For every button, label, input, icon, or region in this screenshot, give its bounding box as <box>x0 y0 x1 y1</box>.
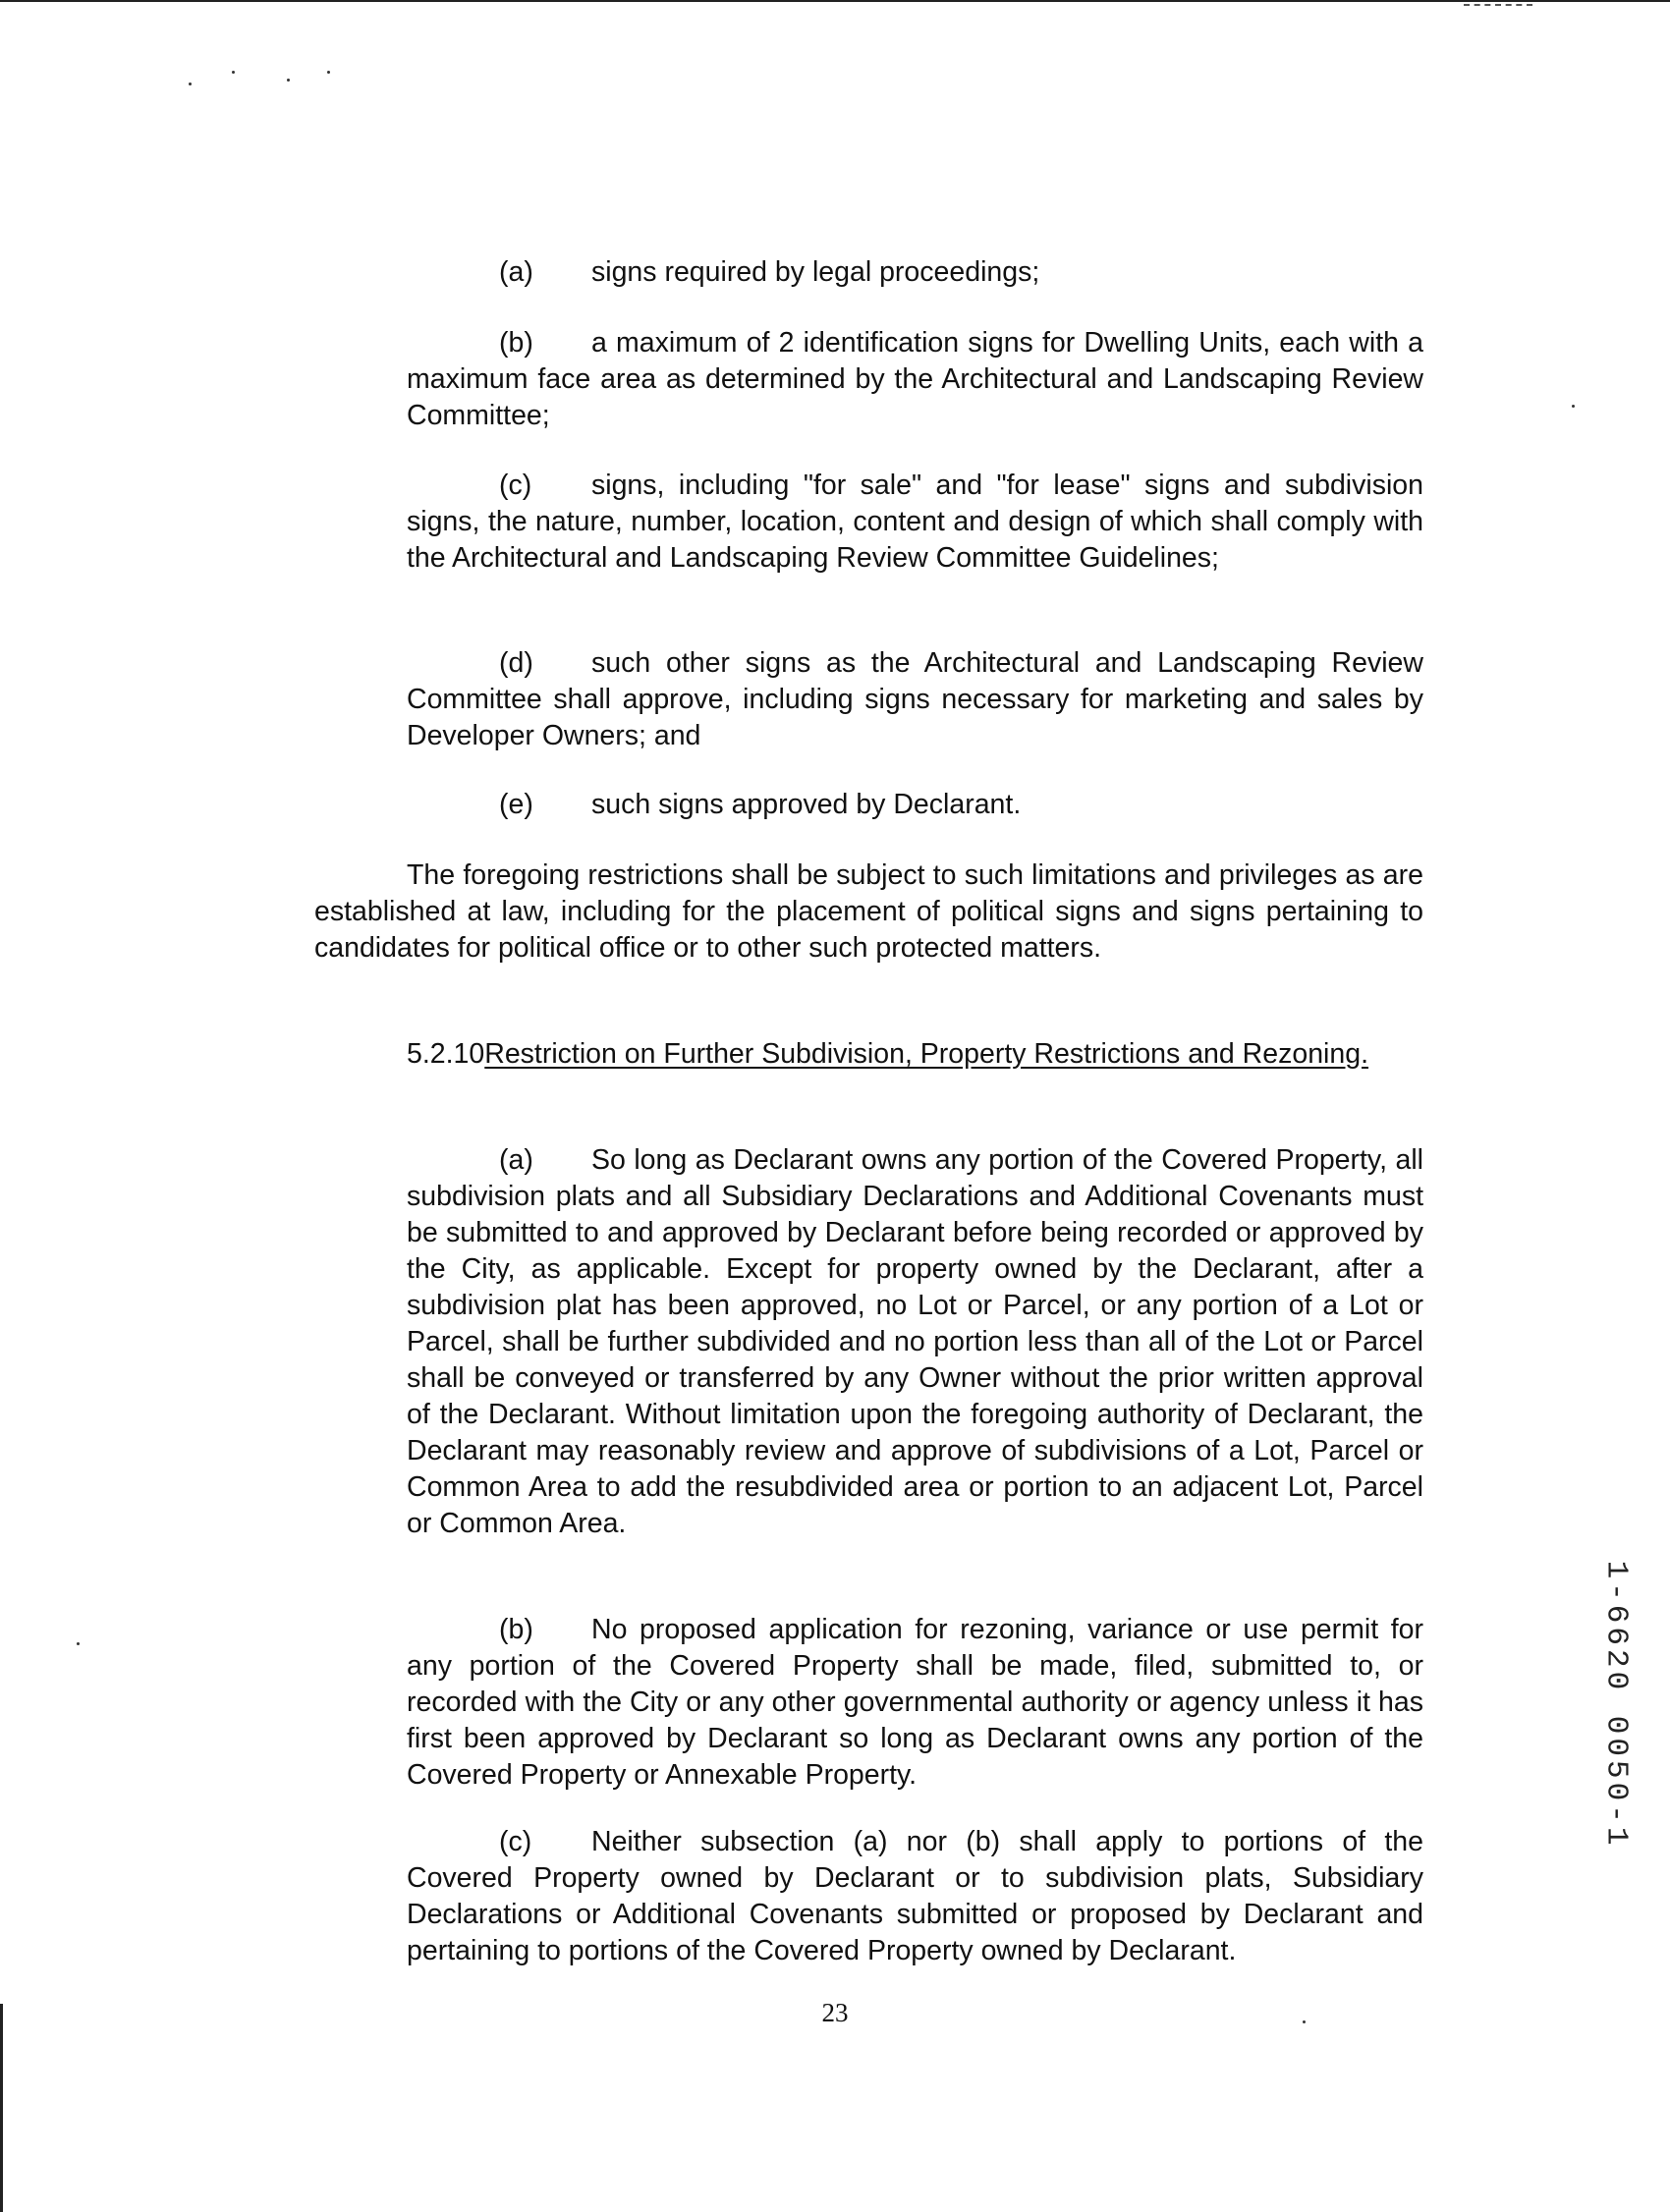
sign-item-e-text: such signs approved by Declarant. <box>591 789 1022 820</box>
subsection-a-text: So long as Declarant owns any portion of the Covered Property, all subdivision plats and all Subsidiary Declarations and Additional Covenants must be submitted to and approved by Declarant before being recorded or approved by the City, as applicable. Except for property owned by the Declarant, after a subdivision plat has been approved, no Lot or Parcel, or any portion of a Lot or Parcel, shall be further subdivided and no portion less than all of the Lot or Parcel shall be conveyed or transferred by any Owner without the prior written approval of the Declarant. Without limitation upon the foregoing authority of Declarant, the Declarant may reasonably review and approve of subdivisions of a Lot, Parcel or Common Area to add the resubdivided area or portion to an adjacent Lot, Parcel or Common Area. <box>407 1144 1423 1539</box>
sign-item-e-label: (e) <box>499 789 533 820</box>
scan-speck <box>77 1642 80 1645</box>
top-scan-rule <box>0 0 1670 2</box>
scan-speck <box>189 83 192 85</box>
subsection-c-text: Neither subsection (a) nor (b) shall apply to portions of the Covered Property owned by Declarant or to subdivision plats, Subsidiary Declarations or Additional Covenants submitted or proposed by Declarant and pertaining to portions of the Covered Property owned by Declarant. <box>407 1826 1423 1966</box>
recording-stamp-text: 1-6620 0050-1 <box>1598 1560 1634 1849</box>
sign-item-c-label: (c) <box>499 470 532 501</box>
recording-stamp <box>1591 1560 1641 1849</box>
sign-item-b <box>407 325 1423 434</box>
top-scan-rule-tail <box>1464 4 1532 8</box>
subsection-a <box>407 1142 1423 1542</box>
section-number: 5.2.10 <box>407 1038 485 1070</box>
subsection-b <box>407 1612 1423 1794</box>
scan-speck <box>232 71 235 74</box>
section-heading <box>314 1036 1423 1073</box>
section-title: Restriction on Further Subdivision, Property Restrictions and Rezoning. <box>484 1038 1369 1070</box>
subsection-c <box>407 1824 1423 1969</box>
subsection-c-label: (c) <box>499 1826 532 1857</box>
sign-item-c-text: signs, including "for sale" and "for lease" signs and subdivision signs, the nature, number, location, content and design of which shall comply with the Architectural and Landscaping Review Committee Guidelines; <box>407 470 1423 574</box>
scan-speck <box>1303 2020 1306 2023</box>
sign-item-a <box>499 254 1039 291</box>
sign-item-d-label: (d) <box>499 647 533 679</box>
sign-item-a-label: (a) <box>499 256 533 288</box>
subsection-a-label: (a) <box>499 1144 533 1176</box>
scan-speck <box>327 71 330 74</box>
sign-item-b-text: a maximum of 2 identification signs for Dwelling Units, each with a maximum face area as determined by the Architectural and Landscaping Review Committee; <box>407 327 1423 431</box>
sign-item-d <box>407 645 1423 754</box>
sign-item-e <box>499 787 1021 823</box>
scan-speck <box>287 79 290 82</box>
subsection-b-label: (b) <box>499 1614 533 1645</box>
sign-item-d-text: such other signs as the Architectural and Landscaping Review Committee shall approve, including signs necessary for marketing and sales by Developer Owners; and <box>407 647 1423 751</box>
sign-item-c <box>407 468 1423 577</box>
foregoing-restrictions-paragraph: The foregoing restrictions shall be subject to such limitations and privileges as are established at law, including for the placement of political signs and signs pertaining to candidates for political office or to other such protected matters. <box>314 859 1423 964</box>
sign-item-a-text: signs required by legal proceedings; <box>591 256 1040 288</box>
left-scan-edge <box>0 2004 3 2212</box>
sign-item-b-label: (b) <box>499 327 533 359</box>
subsection-b-text: No proposed application for rezoning, variance or use permit for any portion of the Covered Property shall be made, filed, submitted to, or recorded with the City or any other governmental authority or agency unless it has first been approved by Declarant so long as Declarant owns any portion of the Covered Property or Annexable Property. <box>407 1614 1423 1791</box>
scan-speck <box>1572 405 1575 408</box>
page-number: 23 <box>821 1998 849 2027</box>
